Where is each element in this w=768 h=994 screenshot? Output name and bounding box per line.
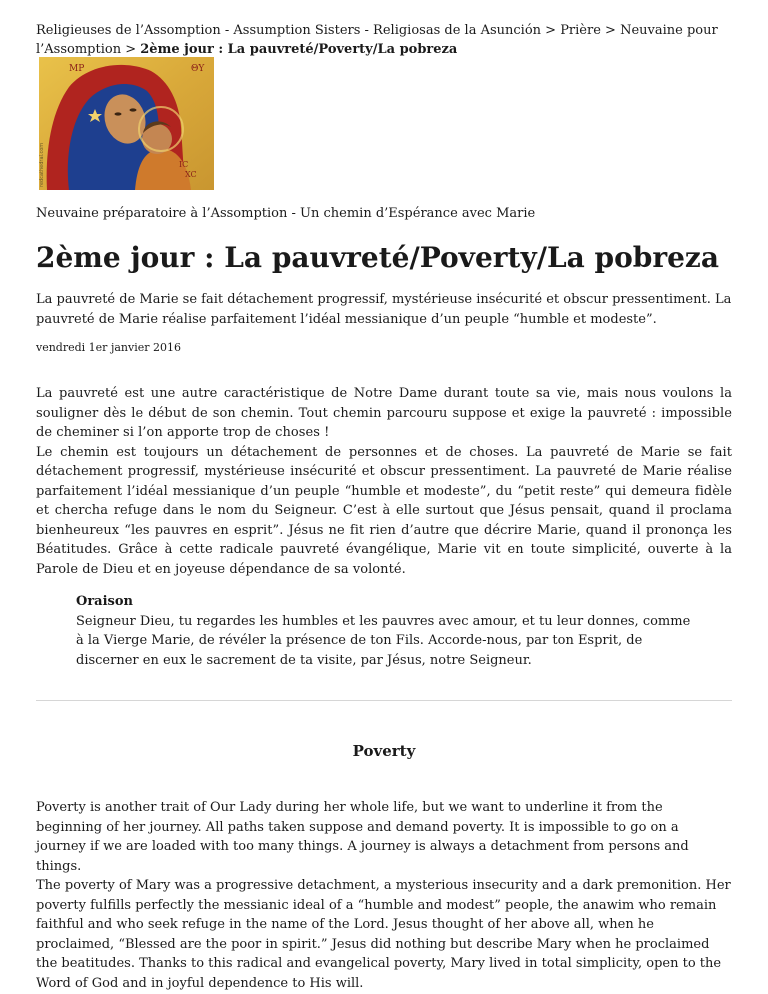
section-divider	[36, 700, 732, 701]
paragraph: La pauvreté est une autre caractéristique de Notre Dame durant toute sa vie, mais nous voulons la souligner dès le début de son chemin. Tout chemin parcouru suppose et exige la pauvreté : impossible de cheminer si l’on apporte trop de choses !	[36, 386, 732, 440]
paragraph: Poverty is another trait of Our Lady during her whole life, but we want to underline it from the beginning of her journey. All paths taken suppose and demand poverty. It is impossible to go on a journey if we are loaded with too many things. A journey is always a detachment from persons and things.	[36, 800, 689, 874]
image-watermark: redcathedral.com	[39, 142, 45, 187]
madonna-icon-image	[39, 57, 214, 190]
svg-text:ΘΥ: ΘΥ	[191, 64, 205, 74]
paragraph: The poverty of Mary was a progressive detachment, a mysterious insecurity and a dark premonition. Her poverty fulfills perfectly the messianic ideal of a “humble and modest” people, the anawim who remain faithful and who seek refuge in the name of the Lord. Jesus thought of her above all, when he proclaimed, “Blessed are the poor in spirit.” Jesus did nothing but describe Mary when he proclaimed the beatitudes. Thanks to this radical and evangelical poverty, Mary lived in total simplicity, open to the Word of God and in joyful dependence to His will.	[36, 878, 731, 991]
breadcrumb-link-priere[interactable]: Prière	[560, 23, 601, 38]
breadcrumb-current: 2ème jour : La pauvreté/Poverty/La pobreza	[140, 42, 458, 57]
prayer-text: Seigneur Dieu, tu regardes les humbles et les pauvres avec amour, et tu leur donnes, comme à la Vierge Marie, de révéler la présence de ton Fils. Accorde-nous, par ton Esprit, de discerner en eux le sacrement de ta visite, par Jésus, notre Seigneur.	[76, 613, 691, 668]
svg-text:XC: XC	[185, 170, 197, 179]
svg-text:IC: IC	[179, 160, 189, 169]
breadcrumb-separator: >	[541, 23, 561, 38]
page-title: 2ème jour : La pauvreté/Poverty/La pobreza	[36, 241, 719, 274]
breadcrumb-separator: >	[121, 42, 141, 57]
prayer-title: Oraison	[76, 594, 133, 609]
breadcrumb-separator: >	[600, 23, 621, 38]
svg-text:MP: MP	[69, 64, 85, 74]
article-date: vendredi 1er janvier 2016	[36, 341, 181, 354]
breadcrumb	[36, 21, 732, 59]
english-section-title: Poverty	[352, 742, 416, 760]
breadcrumb-link-neuvaine[interactable]: Neuvaine pour l’Assomption	[36, 23, 718, 57]
prayer-block	[76, 592, 696, 670]
section-subtitle: Neuvaine préparatoire à l’Assomption - Un chemin d’Espérance avec Marie	[36, 206, 536, 221]
article-body-french	[36, 384, 732, 579]
breadcrumb-link-site[interactable]: Religieuses de l’Assomption - Assumption Sisters - Religiosas de la Asunción	[36, 23, 542, 38]
article-intro: La pauvreté de Marie se fait détachement progressif, mystérieuse insécurité et obscur pressentiment. La pauvreté de Marie réalise parfaitement l’idéal messianique d’un peuple “humble et modeste”.	[36, 292, 732, 327]
paragraph: Le chemin est toujours un détachement de personnes et de choses. La pauvreté de Marie se fait détachement progressif, mystérieuse insécurité et obscur pressentiment. La pauvreté de Marie réalise parfaitement l’idéal messianique d’un peuple “humble et modeste”, du “petit reste” qui demeura fidèle et chercha refuge dans le nom du Seigneur. C’est à elle surtout que Jésus pensait, quand il proclama bienheureux “les pauvres en esprit”. Jésus ne fit rien d’autre que décrire Marie, quand il prononça les Béatitudes. Grâce à cette radicale pauvreté évangélique, Marie vit en toute simplicité, ouverte à la Parole de Dieu et en joyeuse dépendance de sa volonté.	[36, 444, 732, 577]
article-body-english	[36, 798, 732, 993]
